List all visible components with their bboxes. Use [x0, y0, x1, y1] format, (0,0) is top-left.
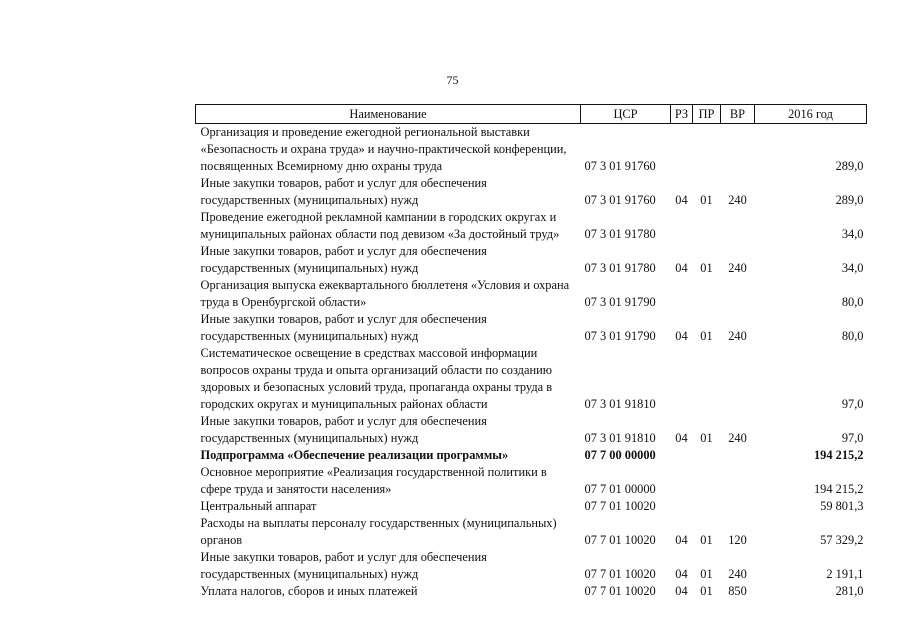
row-name: Проведение ежегодной рекламной кампании в городских округах и муниципальных районах области под девизом «За достойный труд»: [200, 210, 560, 241]
row-rz: [671, 447, 693, 464]
row-amount: 289,0: [835, 159, 864, 173]
row-csr: 07 3 01 91810: [584, 397, 656, 411]
row-rz: 04: [675, 567, 688, 581]
table-row: [196, 345, 867, 413]
row-name: Подпрограмма «Обеспечение реализации программы»: [200, 448, 509, 462]
row-csr: 07 7 01 10020: [584, 584, 656, 598]
row-rz: [671, 345, 693, 413]
row-pr: [693, 345, 721, 413]
row-rz: 04: [675, 584, 688, 598]
table-row: [196, 515, 867, 549]
row-csr: 07 7 01 10020: [584, 499, 656, 513]
table-row: [196, 413, 867, 447]
row-vr: 850: [728, 584, 747, 598]
table-row: [196, 209, 867, 243]
row-name: Основное мероприятие «Реализация государственной политики в сфере труда и занятости населения»: [200, 465, 547, 496]
table-body: [196, 124, 867, 601]
header-rz: РЗ: [671, 105, 693, 124]
table-row: [196, 124, 867, 176]
row-rz: 04: [675, 261, 688, 275]
row-rz: [671, 277, 693, 311]
row-rz: [671, 124, 693, 176]
row-vr: [721, 124, 755, 176]
row-csr: 07 7 01 10020: [584, 533, 656, 547]
row-amount: 2 191,1: [826, 567, 864, 581]
row-amount: 194 215,2: [813, 448, 864, 462]
row-pr: 01: [700, 567, 713, 581]
table-row: [196, 498, 867, 515]
row-rz: 04: [675, 193, 688, 207]
row-pr: 01: [700, 193, 713, 207]
row-vr: 120: [728, 533, 747, 547]
table-header: [196, 105, 867, 124]
row-csr: 07 7 01 00000: [584, 482, 656, 496]
row-pr: 01: [700, 261, 713, 275]
row-vr: [721, 277, 755, 311]
row-pr: [693, 498, 721, 515]
row-amount: 97,0: [841, 431, 864, 445]
row-amount: 57 329,2: [820, 533, 864, 547]
table-row: [196, 175, 867, 209]
row-name: Уплата налогов, сборов и иных платежей: [200, 584, 418, 598]
row-csr: 07 3 01 91790: [584, 295, 656, 309]
row-pr: [693, 209, 721, 243]
row-csr: 07 3 01 91780: [584, 261, 656, 275]
row-csr: 07 3 01 91780: [584, 227, 656, 241]
row-rz: [671, 464, 693, 498]
row-amount: 80,0: [841, 295, 864, 309]
row-amount: 289,0: [835, 193, 864, 207]
table-row: [196, 277, 867, 311]
row-rz: 04: [675, 431, 688, 445]
row-amount: 97,0: [841, 397, 864, 411]
table-row: [196, 447, 867, 464]
row-name: Систематическое освещение в средствах массовой информации вопросов охраны труда и опыта организаций области по созданию здоровых и безопасных условий труда, пропаганда охраны труда в городских округах и муниципальных районах области: [200, 346, 553, 411]
row-pr: [693, 447, 721, 464]
table-row: [196, 549, 867, 583]
row-csr: 07 3 01 91760: [584, 193, 656, 207]
table-row: [196, 583, 867, 600]
row-vr: [721, 498, 755, 515]
row-pr: [693, 464, 721, 498]
row-name: Иные закупки товаров, работ и услуг для обеспечения государственных (муниципальных) нужд: [200, 312, 487, 343]
table-row: [196, 311, 867, 345]
header-year: 2016 год: [755, 105, 867, 124]
page-number: 75: [446, 73, 459, 87]
row-csr: 07 7 01 10020: [584, 567, 656, 581]
table-row: [196, 243, 867, 277]
row-rz: 04: [675, 533, 688, 547]
row-pr: 01: [700, 431, 713, 445]
row-vr: [721, 345, 755, 413]
row-amount: 80,0: [841, 329, 864, 343]
row-name: Центральный аппарат: [200, 499, 317, 513]
row-vr: 240: [728, 261, 747, 275]
row-vr: [721, 464, 755, 498]
row-vr: 240: [728, 193, 747, 207]
row-pr: 01: [700, 584, 713, 598]
header-name: Наименование: [196, 105, 581, 124]
row-vr: 240: [728, 431, 747, 445]
row-csr: 07 7 00 00000: [584, 448, 656, 462]
row-pr: [693, 277, 721, 311]
row-name: Организация выпуска ежеквартального бюллетеня «Условия и охрана труда в Оренбургской области»: [200, 278, 570, 309]
budget-table: [195, 104, 867, 600]
row-vr: 240: [728, 329, 747, 343]
row-csr: 07 3 01 91760: [584, 159, 656, 173]
table-row: [196, 464, 867, 498]
row-csr: 07 3 01 91790: [584, 329, 656, 343]
header-pr: ПР: [693, 105, 721, 124]
row-amount: 34,0: [841, 227, 864, 241]
row-rz: 04: [675, 329, 688, 343]
row-name: Иные закупки товаров, работ и услуг для обеспечения государственных (муниципальных) нужд: [200, 244, 487, 275]
row-name: Иные закупки товаров, работ и услуг для обеспечения государственных (муниципальных) нужд: [200, 414, 487, 445]
row-vr: 240: [728, 567, 747, 581]
row-vr: [721, 447, 755, 464]
header-csr: ЦСР: [581, 105, 671, 124]
row-amount: 194 215,2: [813, 482, 864, 496]
row-rz: [671, 209, 693, 243]
row-pr: 01: [700, 533, 713, 547]
row-csr: 07 3 01 91810: [584, 431, 656, 445]
header-vr: ВР: [721, 105, 755, 124]
row-pr: [693, 124, 721, 176]
row-name: Организация и проведение ежегодной региональной выставки «Безопасность и охрана труда» и научно-практической конференции, посвященных Всемирному дню охраны труда: [200, 125, 567, 173]
row-name: Иные закупки товаров, работ и услуг для обеспечения государственных (муниципальных) нужд: [200, 176, 487, 207]
row-name: Иные закупки товаров, работ и услуг для обеспечения государственных (муниципальных) нужд: [200, 550, 487, 581]
row-vr: [721, 209, 755, 243]
row-name: Расходы на выплаты персоналу государственных (муниципальных) органов: [200, 516, 557, 547]
row-amount: 281,0: [835, 584, 864, 598]
row-amount: 59 801,3: [820, 499, 864, 513]
row-amount: 34,0: [841, 261, 864, 275]
row-rz: [671, 498, 693, 515]
row-pr: 01: [700, 329, 713, 343]
